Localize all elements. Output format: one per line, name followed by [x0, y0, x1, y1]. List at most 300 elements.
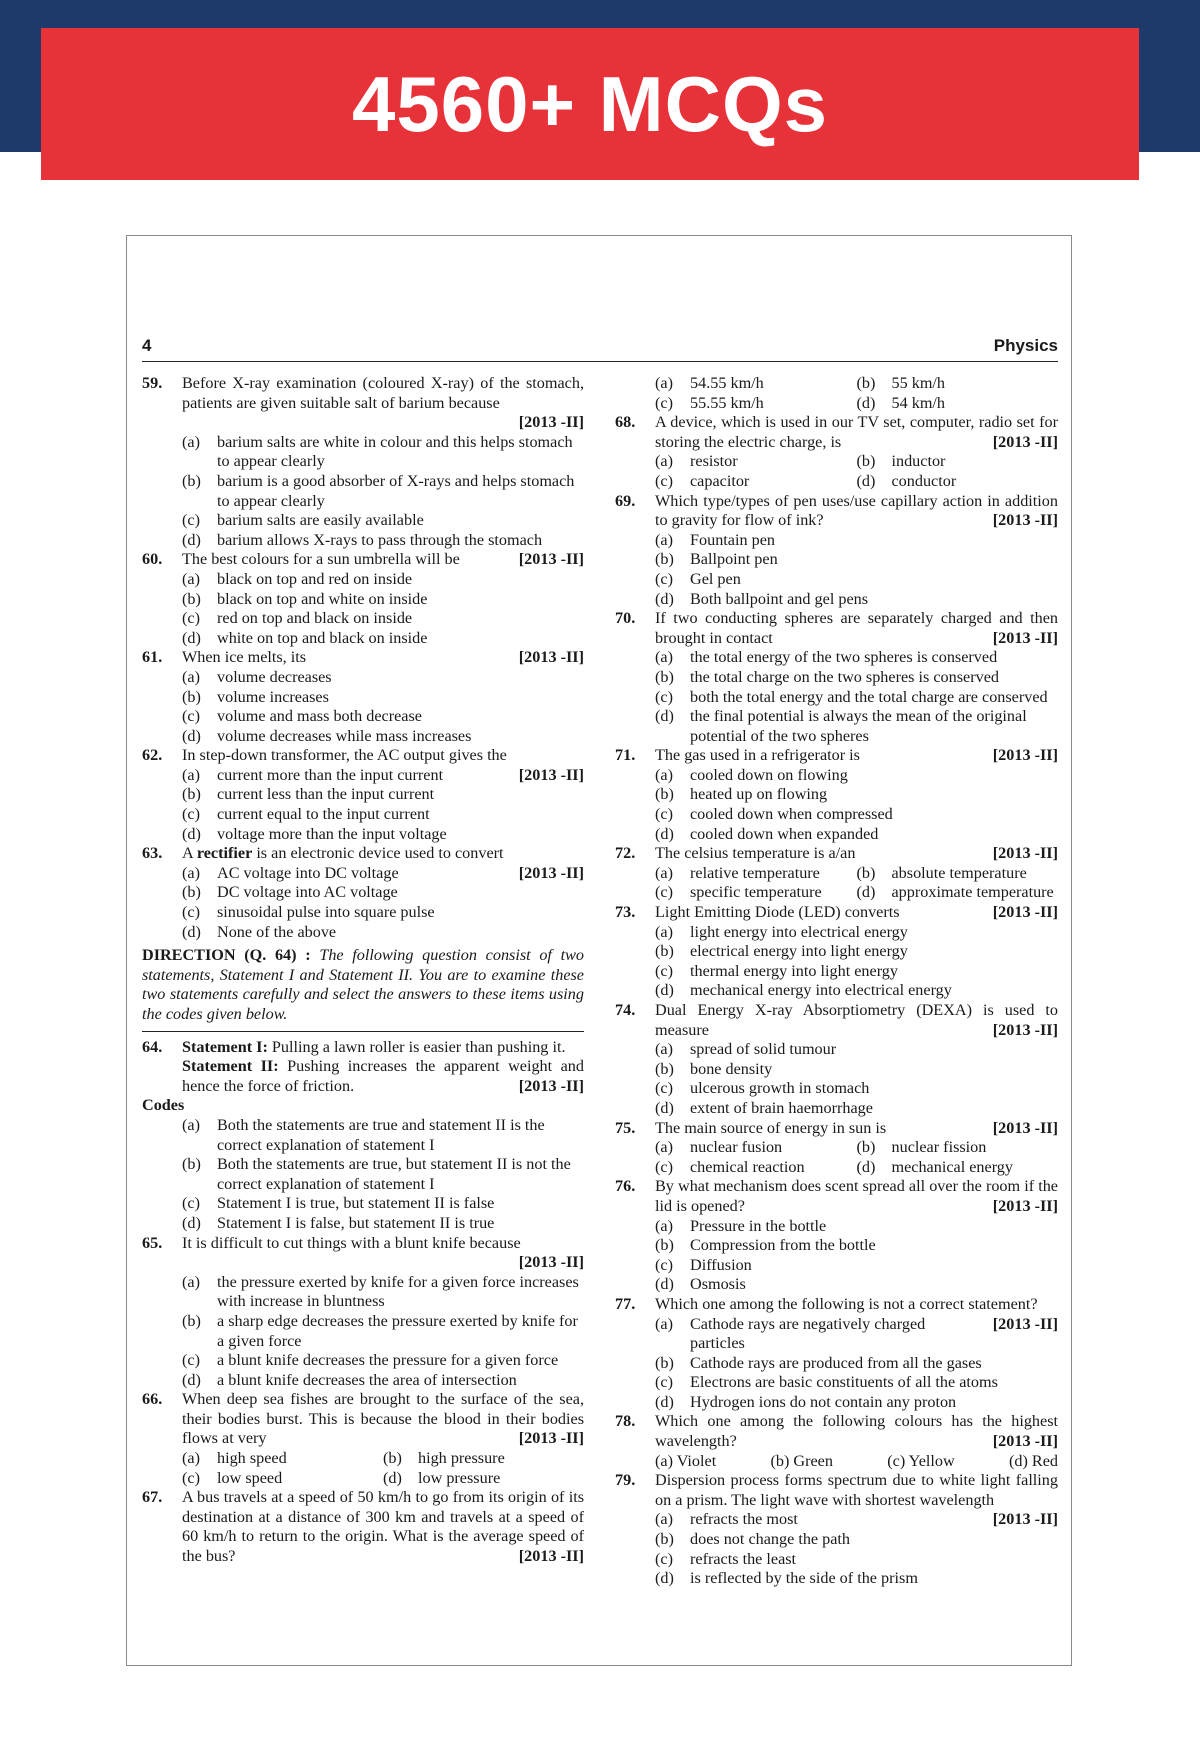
option-letter: (c) — [182, 1194, 200, 1213]
exam-ref: [2013 -II] — [518, 1253, 584, 1272]
statement-1 — [182, 1038, 584, 1058]
question-72 — [615, 844, 1058, 903]
option — [655, 668, 1058, 688]
question-76 — [615, 1177, 1058, 1295]
option-text: a blunt knife decreases the pressure for a given force — [217, 1351, 559, 1370]
exam-ref: [2013 -II] — [992, 1118, 1058, 1137]
option-grid — [182, 1449, 584, 1488]
statement-2-text: Pushing increases the apparent weight and hence the force of friction. — [182, 1057, 584, 1095]
question-77 — [615, 1295, 1058, 1413]
option-letter: (b) — [182, 883, 201, 902]
exam-ref: [2013 -II] — [518, 765, 584, 784]
exam-ref: [2013 -II] — [992, 844, 1058, 863]
option-letter: (c) — [182, 609, 200, 628]
option-letter: (c) — [655, 471, 673, 490]
option-letter: (d) — [655, 589, 674, 608]
question-number: 66. — [142, 1390, 163, 1409]
question-stem: A rectifier is an electronic device used to convert — [182, 844, 504, 863]
option-text: refracts the most — [690, 1510, 798, 1529]
option-letter: (c) — [655, 687, 673, 706]
option-text: electrical energy into light energy — [690, 942, 908, 961]
option — [655, 825, 1058, 845]
question-number: 73. — [615, 903, 636, 922]
question-79 — [615, 1471, 1058, 1589]
option-letter: (a) — [182, 432, 200, 451]
title-banner — [41, 28, 1139, 180]
option-letter: (a) — [655, 1040, 673, 1059]
option-letter: (a) — [655, 863, 673, 882]
option-letter: (d) — [856, 883, 876, 902]
option — [182, 805, 584, 825]
exam-ref: [2013 -II] — [518, 1076, 584, 1095]
option — [655, 1217, 1058, 1237]
option-text: 55 km/h — [891, 374, 946, 392]
question-75 — [615, 1119, 1058, 1178]
option-text: current less than the input current — [217, 785, 435, 804]
option — [182, 825, 584, 845]
exam-ref: [2013 -II] — [992, 628, 1058, 647]
statement-2 — [182, 1057, 584, 1096]
option-letter: (d) — [383, 1468, 402, 1487]
option-text: low pressure — [418, 1468, 501, 1487]
option-text: heated up on flowing — [690, 785, 828, 804]
question-78 — [615, 1412, 1058, 1471]
question-number: 72. — [615, 844, 636, 863]
question-stem: The best colours for a sun umbrella will be [2013 -II] — [182, 550, 584, 569]
exam-ref: [2013 -II] — [992, 1510, 1058, 1529]
option: (d) Red — [1008, 1451, 1058, 1470]
option-letter: (b) — [182, 471, 201, 490]
option — [655, 374, 857, 394]
option: (b) Green — [770, 1451, 833, 1470]
option — [655, 648, 1058, 668]
question-70 — [615, 609, 1058, 746]
question-stem: In step-down transformer, the AC output gives the — [182, 746, 507, 765]
option-letter: (a) — [655, 530, 673, 549]
question-stem: The gas used in a refrigerator is [2013 -II] — [655, 746, 1058, 765]
option-letter: (d) — [182, 824, 201, 843]
left-question-list — [142, 374, 584, 942]
option — [655, 472, 857, 492]
option — [655, 1569, 1058, 1589]
option — [655, 1393, 1058, 1413]
option — [857, 374, 1059, 394]
subject-title: Physics — [993, 336, 1058, 355]
question-number: 67. — [142, 1488, 163, 1507]
option-letter: (b) — [856, 1138, 876, 1157]
option-text: DC voltage into AC voltage — [217, 883, 398, 902]
option-letter: (b) — [182, 1155, 201, 1174]
option — [182, 511, 584, 531]
header-rule — [142, 361, 1058, 362]
option — [182, 903, 584, 923]
option — [182, 668, 584, 688]
option-text: Both the statements are true, but statement II is not the correct explanation of statement I — [217, 1155, 571, 1193]
question-stem: Which one among the following is not a correct statement? [2013 -II] — [655, 1294, 1058, 1333]
option-text: Diffusion — [690, 1255, 752, 1274]
question-71 — [615, 746, 1058, 844]
option-letter: (d) — [655, 707, 674, 726]
page-header — [142, 336, 1058, 362]
option-text: cooled down on flowing — [690, 765, 848, 784]
option-letter: (b) — [182, 1311, 201, 1330]
option-letter: (c) — [182, 511, 200, 530]
option-text: extent of brain haemorrhage — [690, 1098, 873, 1117]
option-letter: (c) — [655, 1373, 673, 1392]
option — [182, 1214, 584, 1234]
option — [655, 1138, 857, 1158]
option-letter: (c) — [655, 1255, 673, 1274]
option — [655, 1510, 1058, 1530]
option — [655, 1275, 1058, 1295]
q67-options — [615, 374, 1058, 413]
option-letter: (c) — [655, 1549, 673, 1568]
option-letter: (a) — [182, 1272, 200, 1291]
option-text: mechanical energy into electrical energy — [690, 981, 952, 1000]
option — [182, 883, 584, 903]
option — [182, 1155, 584, 1194]
option-letter: (d) — [856, 1157, 876, 1176]
option-text: 54 km/h — [891, 393, 946, 412]
option-letter: (a) — [182, 569, 200, 588]
option-letter: (a) — [655, 1216, 673, 1235]
question-number: 79. — [615, 1471, 636, 1490]
option — [655, 452, 857, 472]
option-text: red on top and black on inside — [217, 609, 413, 628]
option — [857, 394, 1059, 414]
page-number: 4 — [142, 336, 152, 355]
option-letter: (b) — [856, 863, 876, 882]
option-text: does not change the path — [690, 1530, 851, 1549]
option-text: mechanical energy — [891, 1157, 1013, 1176]
option-text: Hydrogen ions do not contain any proton — [690, 1392, 957, 1411]
exam-ref: [2013 -II] — [992, 1314, 1058, 1333]
option-letter: (c) — [655, 1157, 673, 1176]
option — [182, 531, 584, 551]
option-text: 55.55 km/h — [690, 393, 764, 412]
option — [383, 1449, 584, 1469]
option-letter: (d) — [655, 1098, 674, 1117]
option-text: low speed — [217, 1468, 283, 1487]
option — [182, 785, 584, 805]
question-number: 68. — [615, 413, 636, 432]
option-text: nuclear fusion — [690, 1138, 783, 1157]
option — [655, 570, 1058, 590]
option — [655, 883, 857, 903]
option-letter: (d) — [182, 530, 201, 549]
option-letter: (d) — [856, 393, 876, 412]
option-text: Gel pen — [690, 569, 741, 588]
option — [182, 1194, 584, 1214]
option-letter: (b) — [383, 1449, 402, 1468]
option — [655, 1079, 1058, 1099]
option — [655, 1158, 857, 1178]
option — [182, 629, 584, 649]
option-letter: (d) — [655, 824, 674, 843]
option-text: Cathode rays are produced from all the gases — [690, 1353, 982, 1372]
option-text: Both the statements are true and statement II is the correct explanation of statement I — [217, 1115, 545, 1154]
option — [182, 1469, 383, 1489]
option — [655, 1550, 1058, 1570]
option-letter: (d) — [182, 726, 201, 745]
option-letter: (d) — [655, 1569, 674, 1588]
statement-1-text: Pulling a lawn roller is easier than pushing it. — [271, 1037, 566, 1056]
option-letter: (a) — [655, 1314, 673, 1333]
question-number: 69. — [615, 491, 636, 510]
question-number: 59. — [142, 374, 163, 392]
option — [655, 394, 857, 414]
direction-label: DIRECTION (Q. 64) : — [142, 946, 311, 965]
option — [182, 609, 584, 629]
option-letter: (c) — [655, 805, 673, 824]
option-text: both the total energy and the total charge are conserved — [690, 687, 1048, 706]
option-text: light energy into electrical energy — [690, 922, 908, 941]
option-letter: (b) — [655, 1236, 674, 1255]
option — [655, 1236, 1058, 1256]
option-text: the final potential is always the mean of the original potential of the two spheres — [690, 707, 1027, 745]
option-text: barium salts are easily available — [217, 511, 424, 530]
option — [857, 1158, 1059, 1178]
option-text: Electrons are basic constituents of all the atoms — [690, 1373, 998, 1392]
option-text: Statement I is false, but statement II is true — [217, 1213, 495, 1232]
option-letter: (a) — [655, 1510, 673, 1529]
right-column — [615, 374, 1058, 1589]
option — [655, 923, 1058, 943]
option-grid — [655, 1138, 1058, 1177]
question-stem: It is difficult to cut things with a blunt knife because — [182, 1233, 521, 1252]
option-letter: (a) — [182, 1115, 200, 1134]
option — [655, 1256, 1058, 1276]
banner-title: 4560+ MCQs — [351, 59, 829, 148]
option-text: the total energy of the two spheres is conserved — [690, 648, 998, 667]
option — [655, 942, 1058, 962]
option-text: a blunt knife decreases the area of intersection — [217, 1370, 517, 1389]
option-letter: (a) — [655, 1138, 673, 1157]
left-column — [142, 374, 584, 1567]
option — [655, 531, 1058, 551]
question-stem: Which type/types of pen uses/use capillary action in addition to gravity for flow of ink? [2013 -II] — [655, 491, 1058, 530]
option-letter: (b) — [655, 1059, 674, 1078]
question-67-wrap — [142, 1488, 584, 1566]
keyword: rectifier — [196, 844, 253, 863]
option — [655, 707, 1058, 746]
question-63 — [142, 844, 584, 942]
question-66 — [142, 1390, 584, 1488]
option — [655, 1099, 1058, 1119]
question-59 — [142, 374, 584, 550]
direction-block — [142, 946, 584, 1031]
question-stem: Dispersion process forms spectrum due to white light falling on a prism. The light wave with shortest wavelength — [655, 1471, 1058, 1509]
question-number: 61. — [142, 648, 163, 667]
option-text: barium salts are white in colour and this helps stomach to appear clearly — [217, 432, 573, 471]
option-letter: (d) — [655, 1392, 674, 1411]
option-letter: (c) — [655, 1079, 673, 1098]
option-text: Statement I is true, but statement II is false — [217, 1194, 495, 1213]
option-text: black on top and white on inside — [217, 589, 428, 608]
option — [655, 550, 1058, 570]
option-letter: (c) — [655, 569, 673, 588]
option-text: chemical reaction — [690, 1157, 805, 1176]
question-number: 63. — [142, 844, 163, 863]
option — [655, 590, 1058, 610]
option — [182, 1449, 383, 1469]
option — [857, 864, 1059, 884]
option-letter: (b) — [856, 374, 876, 392]
right-question-list — [615, 413, 1058, 1589]
option: (a) Violet — [655, 1451, 717, 1470]
option-text: bone density — [690, 1059, 773, 1078]
option-letter: (c) — [655, 961, 673, 980]
option-letter: (a) — [182, 863, 200, 882]
question-number: 74. — [615, 1001, 636, 1019]
exam-ref: [2013 -II] — [992, 1432, 1058, 1451]
option-text: is reflected by the side of the prism — [690, 1569, 918, 1588]
codes-label: Codes — [142, 1096, 185, 1115]
option-letter: (c) — [182, 707, 200, 726]
option-text: Fountain pen — [690, 530, 775, 549]
option — [182, 864, 584, 884]
option-letter: (b) — [182, 687, 201, 706]
question-stem: When deep sea fishes are brought to the surface of the sea, their bodies burst. This is because the blood in their bodies flows at very [2013 -II] — [182, 1390, 584, 1448]
option-letter: (d) — [182, 1370, 201, 1389]
option-letter: (b) — [182, 785, 201, 804]
option-letter: (d) — [655, 1275, 674, 1294]
option-text: None of the above — [217, 922, 337, 941]
option-letter: (b) — [655, 1530, 674, 1549]
question-65-wrap — [142, 1234, 584, 1391]
question-number: 75. — [615, 1118, 636, 1137]
option: (c) Yellow — [887, 1451, 955, 1470]
option — [655, 981, 1058, 1001]
option-letter: (c) — [655, 883, 673, 902]
option-letter: (a) — [655, 765, 673, 784]
option — [182, 923, 584, 943]
option-text: approximate temperature — [891, 883, 1054, 902]
option — [655, 864, 857, 884]
question-64 — [142, 1038, 584, 1097]
option-text: Osmosis — [690, 1275, 746, 1294]
question-number: 77. — [615, 1294, 636, 1313]
option-text: spread of solid tumour — [690, 1040, 837, 1059]
option-text: absolute temperature — [891, 863, 1027, 882]
question-stem: When ice melts, its [2013 -II] — [182, 648, 584, 667]
option-text: thermal energy into light energy — [690, 961, 898, 980]
exam-ref: [2013 -II] — [518, 648, 584, 667]
option-text: white on top and black on inside — [217, 628, 428, 647]
question-stem: A bus travels at a speed of 50 km/h to go from its origin of its destination at a distance of 300 km and travels at a speed of 60 km/h to return to the origin. What is the average speed of the bus? [2013 -II] — [182, 1488, 584, 1566]
option-text: conductor — [891, 471, 957, 490]
question-stem: Dual Energy X-ray Absorptiometry (DEXA) is used to measure [2013 -II] — [655, 1001, 1058, 1039]
option-letter: (c) — [182, 903, 200, 922]
question-number: 62. — [142, 746, 163, 765]
option-text: 54.55 km/h — [690, 374, 764, 392]
option-grid — [655, 864, 1058, 903]
option — [182, 1351, 584, 1371]
option-text: barium allows X-rays to pass through the stomach — [217, 530, 543, 549]
option — [182, 766, 584, 786]
option-text: cooled down when compressed — [690, 805, 893, 824]
option-row — [655, 1452, 1058, 1472]
question-number: 78. — [615, 1412, 636, 1431]
option-text: current more than the input current — [217, 765, 444, 784]
question-stem: Which one among the following colours has the highest wavelength? [2013 -II] — [655, 1412, 1058, 1451]
option-letter: (c) — [182, 805, 200, 824]
question-number: 65. — [142, 1233, 163, 1252]
option-letter: (d) — [182, 922, 201, 941]
option — [655, 805, 1058, 825]
option-grid — [655, 374, 1058, 413]
statement-1-label: Statement I: — [182, 1037, 268, 1056]
question-66-wrap — [142, 1390, 584, 1488]
question-stem: A device, which is used in our TV set, computer, radio set for storing the electric charge, is [2013 -II] — [655, 413, 1058, 451]
option-text: AC voltage into DC voltage — [217, 863, 399, 882]
exam-ref: [2013 -II] — [518, 1547, 584, 1566]
option — [182, 1371, 584, 1391]
question-74 — [615, 1001, 1058, 1119]
exam-ref: [2013 -II] — [992, 903, 1058, 922]
option — [182, 590, 584, 610]
exam-ref: [2013 -II] — [518, 1429, 584, 1448]
option-letter: (c) — [655, 393, 673, 412]
exam-ref: [2013 -II] — [992, 1020, 1058, 1039]
option-text: volume increases — [217, 687, 329, 706]
option — [857, 883, 1059, 903]
option-text: specific temperature — [690, 883, 822, 902]
option — [655, 688, 1058, 708]
option — [383, 1469, 584, 1489]
exam-ref: [2013 -II] — [518, 550, 584, 569]
option — [655, 785, 1058, 805]
option-text: nuclear fission — [891, 1138, 987, 1157]
question-60 — [142, 550, 584, 648]
option-letter: (b) — [655, 667, 674, 686]
exam-ref: [2013 -II] — [992, 1196, 1058, 1215]
option — [655, 1060, 1058, 1080]
exam-ref: [2013 -II] — [992, 511, 1058, 530]
option-letter: (c) — [182, 1468, 200, 1487]
option-letter: (b) — [655, 550, 674, 569]
option-text: Both ballpoint and gel pens — [690, 589, 869, 608]
option-letter: (a) — [655, 648, 673, 667]
question-stem: Before X-ray examination (coloured X-ray) of the stomach, patients are given suitable salt of barium because — [182, 374, 584, 412]
option-letter: (d) — [655, 981, 674, 1000]
q64-options — [142, 1116, 584, 1234]
option-letter: (a) — [182, 765, 200, 784]
option — [655, 766, 1058, 786]
option-text: high speed — [217, 1449, 287, 1468]
option-text: current equal to the input current — [217, 805, 430, 824]
option-text: sinusoidal pulse into square pulse — [217, 903, 435, 922]
option-text: a sharp edge decreases the pressure exerted by knife for a given force — [217, 1311, 578, 1350]
option — [655, 1354, 1058, 1374]
option — [182, 1116, 584, 1155]
option — [857, 1138, 1059, 1158]
option — [857, 472, 1059, 492]
option-text: ulcerous growth in stomach — [690, 1079, 870, 1098]
option — [857, 452, 1059, 472]
option-text: Pressure in the bottle — [690, 1216, 827, 1235]
exam-ref: [2013 -II] — [518, 863, 584, 882]
question-65 — [142, 1234, 584, 1391]
option-letter: (a) — [182, 1449, 200, 1468]
question-number: 71. — [615, 746, 636, 765]
option-text: the pressure exerted by knife for a given force increases with increase in bluntness — [217, 1272, 579, 1311]
option — [182, 570, 584, 590]
option-text: Cathode rays are negatively charged particles — [690, 1314, 926, 1353]
question-stem: If two conducting spheres are separately charged and then brought in contact [2013 -II] — [655, 609, 1058, 647]
option — [182, 1312, 584, 1351]
question-69 — [615, 492, 1058, 610]
